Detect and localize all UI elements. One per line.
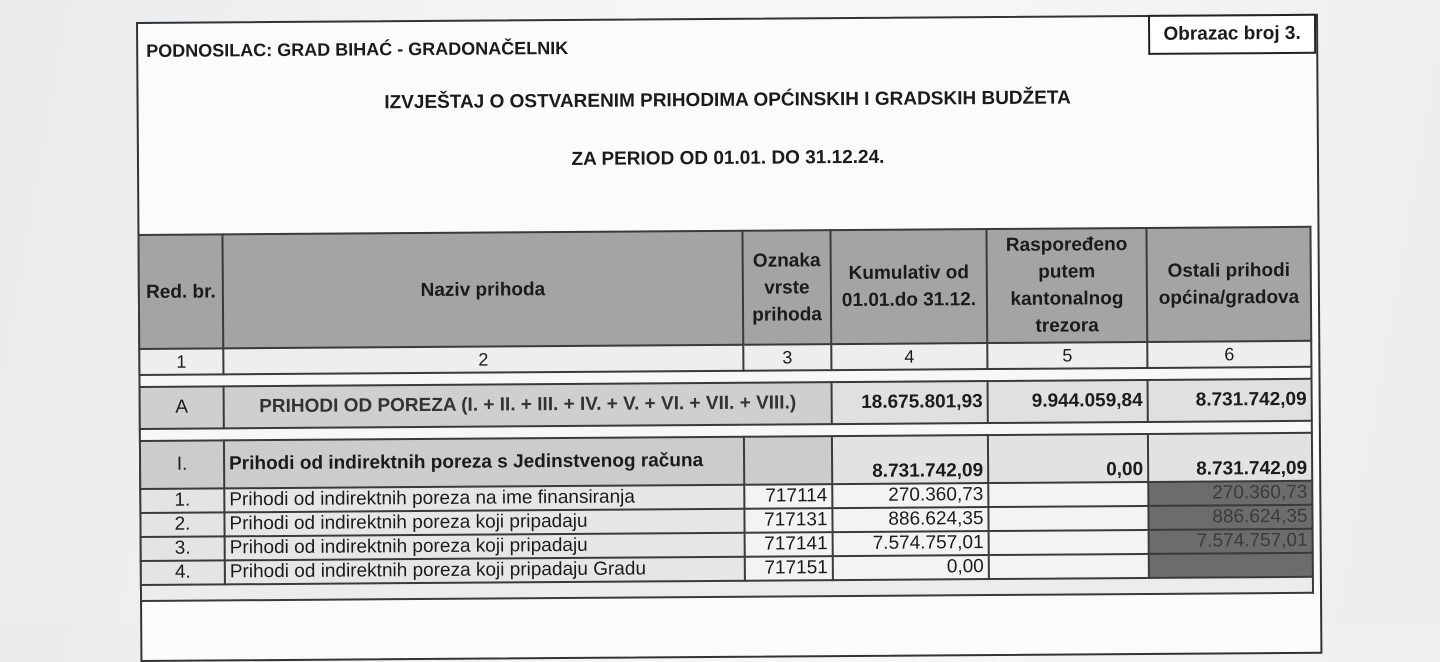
submitter-label: PODNOSILAC: GRAD BIHAĆ - GRADONAČELNIK xyxy=(146,37,569,61)
row-ostali: 886.624,35 xyxy=(1148,505,1312,530)
row-ostali: 270.360,73 xyxy=(1148,481,1312,506)
row-rasporedjeno xyxy=(989,554,1149,579)
row-rasporedjeno xyxy=(988,506,1148,531)
col-number: 2 xyxy=(223,345,743,375)
col-header-ostali: Ostali prihodi općina/gradova xyxy=(1146,227,1311,342)
row-i-kumulativ: 8.731.742,09 xyxy=(832,435,988,484)
row-name: Prihodi od indirektnih poreza koji pripadaju Gradu xyxy=(225,557,745,585)
row-i-code xyxy=(744,436,832,485)
row-a-name: PRIHODI OD POREZA (I. + II. + III. + IV. + V. + VI. + VII. + VIII.) xyxy=(224,382,832,428)
col-number: 4 xyxy=(831,343,987,370)
row-ostali xyxy=(1149,553,1313,578)
row-code: 717141 xyxy=(745,532,833,557)
row-i-number: I. xyxy=(140,440,224,489)
col-header-kumulativ: Kumulativ od 01.01.do 31.12. xyxy=(830,229,987,344)
row-kumulativ: 0,00 xyxy=(833,555,989,580)
row-rasporedjeno xyxy=(989,530,1149,555)
col-number: 1 xyxy=(139,348,223,375)
row-rasporedjeno xyxy=(988,482,1148,507)
row-ostali: 7.574.757,01 xyxy=(1149,529,1313,554)
row-code: 717131 xyxy=(744,508,832,533)
row-name: Prihodi od indirektnih poreza na ime finansiranja xyxy=(224,485,744,513)
col-number: 5 xyxy=(987,342,1147,369)
document-sheet xyxy=(136,14,1322,662)
form-number-box: Obrazac broj 3. xyxy=(1148,14,1316,55)
col-number: 3 xyxy=(743,344,831,371)
row-kumulativ: 7.574.757,01 xyxy=(833,531,989,556)
col-header-red-br: Red. br. xyxy=(138,234,223,349)
report-period: ZA PERIOD OD 01.01. DO 31.12.24. xyxy=(571,146,885,170)
row-number: 2. xyxy=(140,512,224,537)
row-i-ostali: 8.731.742,09 xyxy=(1148,433,1312,482)
row-i-name: Prihodi od indirektnih poreza s Jedinstvenog računa xyxy=(224,437,744,489)
row-a-kumulativ: 18.675.801,93 xyxy=(832,381,988,424)
row-a-number: A xyxy=(140,386,224,429)
row-kumulativ: 270.360,73 xyxy=(832,483,988,508)
col-header-oznaka: Oznaka vrste prihoda xyxy=(742,230,831,345)
row-number: 1. xyxy=(140,488,224,513)
col-header-naziv: Naziv prihoda xyxy=(222,231,743,349)
row-a-rasporedjeno: 9.944.059,84 xyxy=(988,380,1148,423)
report-title: IZVJEŠTAJ O OSTVARENIM PRIHODIMA OPĆINSKIH I GRADSKIH BUDŽETA xyxy=(384,87,1071,114)
row-kumulativ: 886.624,35 xyxy=(832,507,988,532)
row-name: Prihodi od indirektnih poreza koji pripadaju xyxy=(224,509,744,537)
table-row-i xyxy=(140,433,1312,489)
row-number: 3. xyxy=(141,536,225,561)
table-header-row xyxy=(138,227,1311,349)
col-number: 6 xyxy=(1147,341,1311,368)
col-header-rasporedjeno: Raspoređeno putem kantonalnog trezora xyxy=(986,228,1147,343)
row-code: 717114 xyxy=(744,484,832,509)
row-name: Prihodi od indirektnih poreza koji pripadaju xyxy=(225,533,745,561)
row-i-rasporedjeno: 0,00 xyxy=(988,434,1148,483)
revenue-table xyxy=(137,226,1314,602)
row-a-ostali: 8.731.742,09 xyxy=(1148,379,1312,422)
row-number: 4. xyxy=(141,560,225,585)
row-code: 717151 xyxy=(745,556,833,581)
